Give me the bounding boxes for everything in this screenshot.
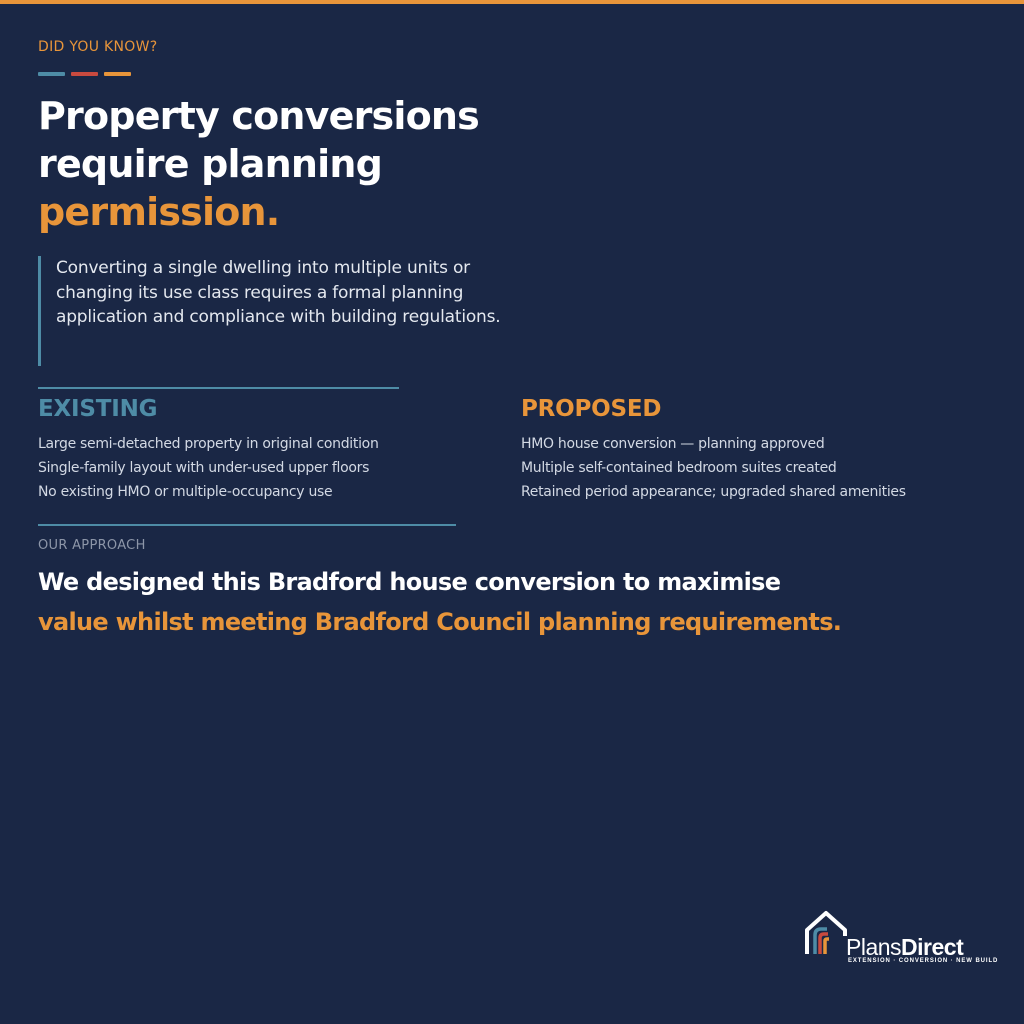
eyebrow-label: DID YOU KNOW? xyxy=(38,39,158,55)
logo-wordmark-bold: Direct xyxy=(901,934,964,960)
dash-orange xyxy=(104,72,131,76)
list-item: No existing HMO or multiple-occupancy use xyxy=(38,484,333,500)
logo-wordmark-light: Plans xyxy=(846,934,902,960)
house-icon xyxy=(804,908,848,958)
approach-text: We designed this Bradford house conversion to maximise xyxy=(38,568,781,596)
dash-red xyxy=(71,72,98,76)
top-accent-bar xyxy=(0,0,1024,4)
dash-teal xyxy=(38,72,65,76)
list-item: HMO house conversion — planning approved xyxy=(521,436,825,452)
approach-statement xyxy=(38,562,1018,642)
list-item: Multiple self-contained bedroom suites created xyxy=(521,460,837,476)
logo-wordmark xyxy=(846,934,963,961)
headline-line-1: Property conversions xyxy=(38,94,479,138)
plans-direct-logo xyxy=(804,908,999,968)
existing-list xyxy=(38,432,379,504)
headline xyxy=(38,92,479,236)
approach-divider xyxy=(38,524,456,526)
intro-paragraph: Converting a single dwelling into multiple units or changing its use class requires a formal planning application and compliance with building regulations. xyxy=(38,256,538,366)
approach-accent: value whilst meeting Bradford Council planning requirements. xyxy=(38,608,842,636)
decorative-dashes xyxy=(38,72,131,76)
approach-label: OUR APPROACH xyxy=(38,538,146,553)
list-item: Retained period appearance; upgraded shared amenities xyxy=(521,484,906,500)
proposed-list xyxy=(521,432,906,504)
proposed-title: PROPOSED xyxy=(521,396,662,422)
headline-line-2: require planning xyxy=(38,142,382,186)
existing-divider xyxy=(38,387,399,389)
list-item: Single-family layout with under-used upper floors xyxy=(38,460,370,476)
headline-accent: permission. xyxy=(38,190,280,234)
logo-tagline: EXTENSION · CONVERSION · NEW BUILD xyxy=(848,958,999,964)
list-item: Large semi-detached property in original condition xyxy=(38,436,379,452)
existing-title: EXISTING xyxy=(38,396,158,422)
